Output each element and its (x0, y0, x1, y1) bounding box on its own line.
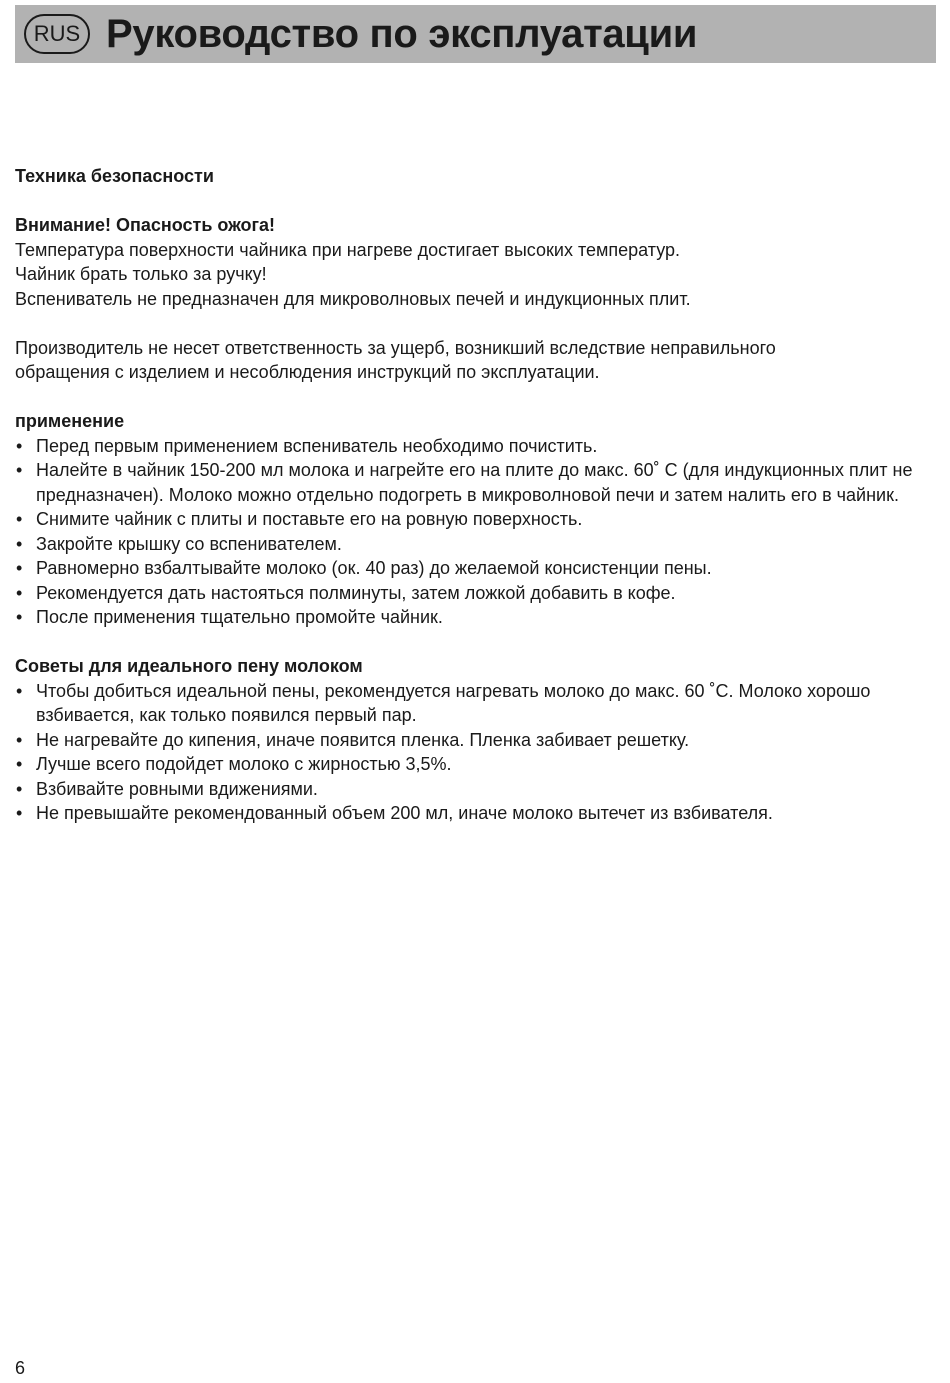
list-item: • Перед первым применением вспениватель необходимо почистить. (15, 434, 935, 459)
list-item: • После применения тщательно промойте чайник. (15, 605, 935, 630)
list-item: • Рекомендуется дать настояться полминуты, затем ложкой добавить в кофе. (15, 581, 935, 606)
tips-heading: Советы для идеального пену молоком (15, 656, 363, 676)
safety-heading: Техника безопасности (15, 166, 214, 186)
list-item: • Не нагревайте до кипения, иначе появится пленка. Пленка забивает решетку. (15, 728, 935, 753)
page-title: Руководство по эксплуатации (106, 12, 698, 56)
warning-heading: Внимание! Опасность ожога! (15, 215, 275, 235)
usage-list (15, 434, 935, 630)
disclaimer-line: Производитель не несет ответственность за ущерб, возникший вследствие неправильного (15, 337, 776, 358)
list-item: • Равномерно взбалтывайте молоко (ок. 40 раз) до желаемой консистенции пены. (15, 556, 935, 581)
list-item: • Снимите чайник с плиты и поставьте его на ровную поверхность. (15, 507, 935, 532)
list-item: • Чтобы добиться идеальной пены, рекомендуется нагревать молоко до макс. 60 ˚C. Молоко хорошо взбивается, как только появился первый пар. (15, 679, 935, 728)
tips-list (15, 679, 935, 826)
disclaimer-line: обращения с изделием и несоблюдения инструкций по эксплуатации. (15, 362, 600, 382)
usage-heading: применение (15, 411, 125, 431)
header-bar (15, 5, 936, 63)
list-item: • Закройте крышку со вспенивателем. (15, 532, 935, 557)
language-badge: RUS (24, 14, 90, 54)
manual-content (15, 164, 935, 826)
list-item: • Лучше всего подойдет молоко с жирностью 3,5%. (15, 752, 935, 777)
safety-line: Чайник брать только за ручку! (15, 264, 267, 284)
list-item: • Не превышайте рекомендованный объем 200 мл, иначе молоко вытечет из взбивателя. (15, 801, 935, 826)
list-item: • Взбивайте ровными вдижениями. (15, 777, 935, 802)
safety-line: Температура поверхности чайника при нагреве достигает высоких температур. (15, 239, 681, 260)
spacer (15, 385, 935, 410)
spacer (15, 311, 935, 336)
safety-line: Вспениватель не предназначен для микроволновых печей и индукционных плит. (15, 288, 691, 309)
page-number: 6 (15, 1358, 26, 1378)
spacer (15, 630, 935, 655)
list-item: • Налейте в чайник 150-200 мл молока и нагрейте его на плите до макс. 60˚ C (для индукционных плит не предназначен). Молоко можно отдельно подогреть в микроволновой печи и затем налить его в чайник. (15, 458, 935, 507)
spacer (15, 189, 935, 214)
